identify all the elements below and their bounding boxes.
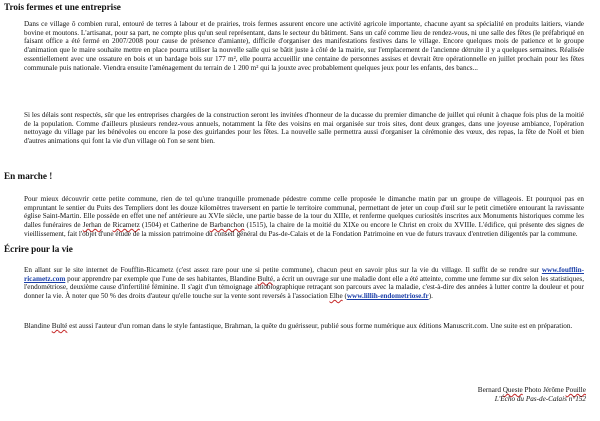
section-title-fermes: Trois fermes et une entreprise: [4, 2, 121, 12]
section-title-ecrire: Écrire pour la vie: [4, 244, 73, 254]
photographer-surname: Pouille: [565, 386, 586, 394]
name-jerhan: Jerhan: [82, 221, 102, 230]
name-bulte: Bulté: [257, 274, 274, 283]
byline: Bernard Queste Photo Jérôme Pouille: [477, 386, 586, 394]
name-elhe: Elhe: [329, 292, 343, 301]
paragraph-ecrire-1: En allant sur le site internet de Foufflin-Ricametz (c'est assez rare pour une si petite commune), chacun peut en savoir plus sur la vie du village. Il suffit de se rendre sur www.foufflin-ricametz.com pour apprendre par exemple que l'une de ses habitantes, Blandine Bulté, a écrit un ouvrage sur une maladie dont elle a été atteinte, comme une femme sur dix selon les statistiques, l'endométriose, deuxième cause d'infertilité féminine. Il s'agit d'un témoignage autobiographique retraçant son parcours avec la maladie, c'est-à-dire des années à lutter contre la douleur et pour donner la vie. À noter que 50 % des droits d'auteur qu'elle touche sur la vente sont reversés à l'association Elhe (www.lillih-endometriose.fr).: [24, 266, 584, 301]
section-title-marche: En marche !: [4, 171, 53, 181]
paragraph-ecrire-2: Blandine Bulté est aussi l'auteur d'un roman dans le style fantastique, Brahman, la quête du guérisseur, publié sous forme numérique aux éditions Manuscrit.com. Une suite est en préparation.: [24, 322, 573, 330]
paragraph-fermes-1: Dans ce village ô combien rural, entouré de terres à labour et de prairies, trois fermes assurent encore une activité agricole importante, chacune ayant sa spécialité en produits laitiers, viande bovine et moutons. L'artisanat, pour sa part, ne compte plus qu'un seul représentant, dans le secteur du bâtiment. Sans un café comme lieu de rendez-vous, ni une salle des fêtes (le préfabriqué en faisant office a été fermé en 2007/2008 pour cause de présence d'amiante), difficile d'organiser des manifestations festives dans le village. Encore quelques mois de patience et le groupe d'animation que le maire souhaite mettre en place pourra utiliser la nouvelle salle qui se bâtit juste à côté de la mairie, sur l'emplacement de l'ancienne détruite il y a quelques semaines. Réalisée essentiellement avec une ossature en bois et un bardage bois sur 177 m², elle pourra accueillir une centaine de personnes assises et devrait être opérationnelle en juillet prochain pour les fêtes communale puis nationale. Viendra ensuite l'aménagement du terrain de 1 200 m² qui la jouxte avec probablement quelques jeux pour les enfants, des bancs...: [24, 20, 584, 72]
paragraph-marche: Pour mieux découvrir cette petite commune, rien de tel qu'une tranquille promenade pédestre comme celle proposée le dimanche matin par un groupe de villageois. Et pourquoi pas en empruntant le sentier du Puits des Templiers dont les douze kilomètres traversent en partie le territoire communal, permettant de jeter un coup d'œil sur le petit cimetière entourant la ravissante église Saint-Martin. Elle possède en effet une nef antérieure au XVIe siècle, une partie basse de la tour du XIIIe, et renferme quelques curiosités inscrites aux Monuments historiques comme les dalles funéraires de Jerhan de Ricametz (1504) et Catherine de Barbanchon (1515), la chaire de la moitié du XIXe ou encore le Christ en croix du XVIIIe. L'édifice, qui présente des signes de vieillissement, fait l'objet d'une étude de la mission patrimoine du conseil général du Pas-de-Calais et de la Fondation Patrimoine en vue de futurs travaux d'entretien diligentés par la commune.: [24, 195, 584, 238]
source-caption: L'Écho du Pas-de-Calais n°152: [494, 395, 586, 403]
website-link[interactable]: www.foufflin-ricametz.com: [24, 266, 584, 283]
name-bulte-2: Bulté: [51, 322, 68, 330]
author-surname: Queste: [502, 386, 523, 394]
paragraph-fermes-2: Si les délais sont respectés, sûr que les entreprises chargées de la construction seront les invitées d'honneur de la ducasse du premier dimanche de juillet qui réunit à chaque fois plus de la moitié de la population. Comme d'ailleurs plusieurs rendez-vous annuels, notamment la fête des voisins en mai organisée sur trois sites, dont deux granges, dans une joyeuse ambiance, l'opération nettoyage du village par les bénévoles ou encore la pose des guirlandes pour les fêtes. La nouvelle salle permettra aussi d'organiser la cérémonie des vœux, des repas, la fête de Noël et bien d'autres animations qui font la vie d'un village où l'on se sent bien.: [24, 111, 584, 146]
name-ricametz: Ricametz: [112, 221, 140, 230]
association-link[interactable]: www.lillih-endometriose.fr: [346, 292, 429, 301]
name-barbanchon: Barbanchon: [209, 221, 245, 230]
